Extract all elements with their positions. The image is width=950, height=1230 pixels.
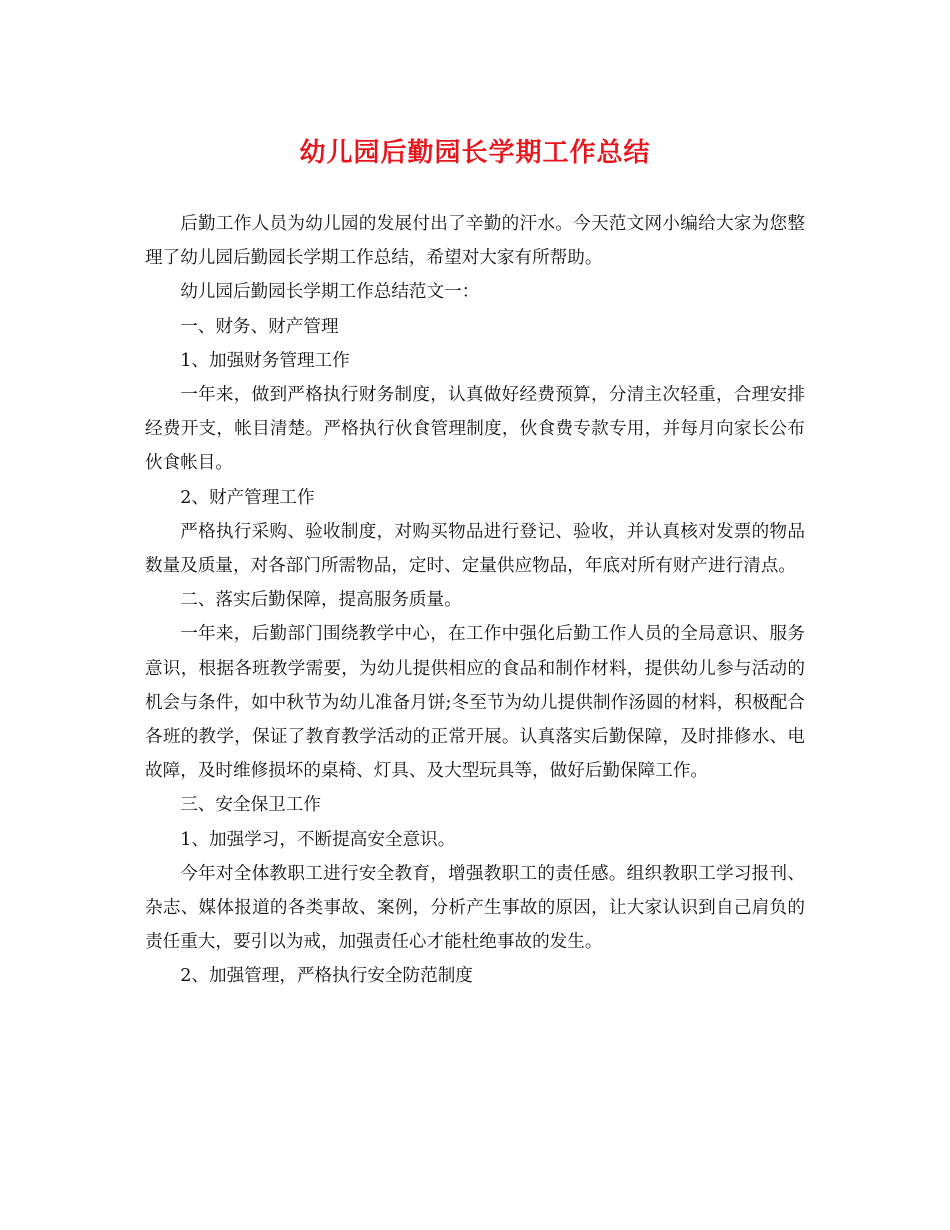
paragraph-intro: 后勤工作人员为幼儿园的发展付出了辛勤的汗水。今天范文网小编给大家为您整理了幼儿园后勤园长学期工作总结，希望对大家有所帮助。 xyxy=(145,214,805,269)
paragraph-finance-management: 一年来，做到严格执行财务制度，认真做好经费预算，分清主次轻重，合理安排经费开支，帐目清楚。严格执行伙食管理制度，伙食费专款专用，并每月向家长公布伙食帐目。 xyxy=(145,385,805,474)
document-title: 幼儿园后勤园长学期工作总结 xyxy=(299,138,651,168)
subsection-heading-property-management: 2、财产管理工作 xyxy=(180,487,315,508)
paragraph-property-management: 严格执行采购、验收制度，对购买物品进行登记、验收，并认真核对发票的物品数量及质量，对各部门所需物品，定时、定量供应物品，年底对所有财产进行清点。 xyxy=(145,521,805,577)
subsection-heading-finance-management: 1、加强财务管理工作 xyxy=(180,350,350,371)
section-heading-finance: 一、财务、财产管理 xyxy=(180,316,339,337)
section-heading-logistics: 二、落实后勤保障，提高服务质量。 xyxy=(180,590,462,611)
subsection-heading-security-management: 2、加强管理，严格执行安全防范制度 xyxy=(180,966,473,987)
document-body xyxy=(145,207,805,994)
paragraph-security-learning: 今年对全体教职工进行安全教育，增强教职工的责任感。组织教职工学习报刊、杂志、媒体报道的各类事故、案例，分析产生事故的原因，让大家认识到自己肩负的责任重大，要引以为戒，加强责任心才能杜绝事故的发生。 xyxy=(145,863,805,953)
paragraph-logistics: 一年来，后勤部门围绕教学中心，在工作中强化后勤工作人员的全局意识、服务意识，根据各班教学需要，为幼儿提供相应的食品和制作材料，提供幼儿参与活动的机会与条件，如中秋节为幼儿准备月饼;冬至节为幼儿提供制作汤圆的材料，积极配合各班的教学，保证了教育教学活动的正常开展。认真落实后勤保障，及时排修水、电故障，及时维修损坏的桌椅、灯具、及大型玩具等，做好后勤保障工作。 xyxy=(145,624,805,782)
section-heading-security: 三、安全保卫工作 xyxy=(180,795,321,816)
paragraph-sample-heading: 幼儿园后勤园长学期工作总结范文一： xyxy=(180,282,480,303)
subsection-heading-security-learning: 1、加强学习，不断提高安全意识。 xyxy=(180,829,456,850)
